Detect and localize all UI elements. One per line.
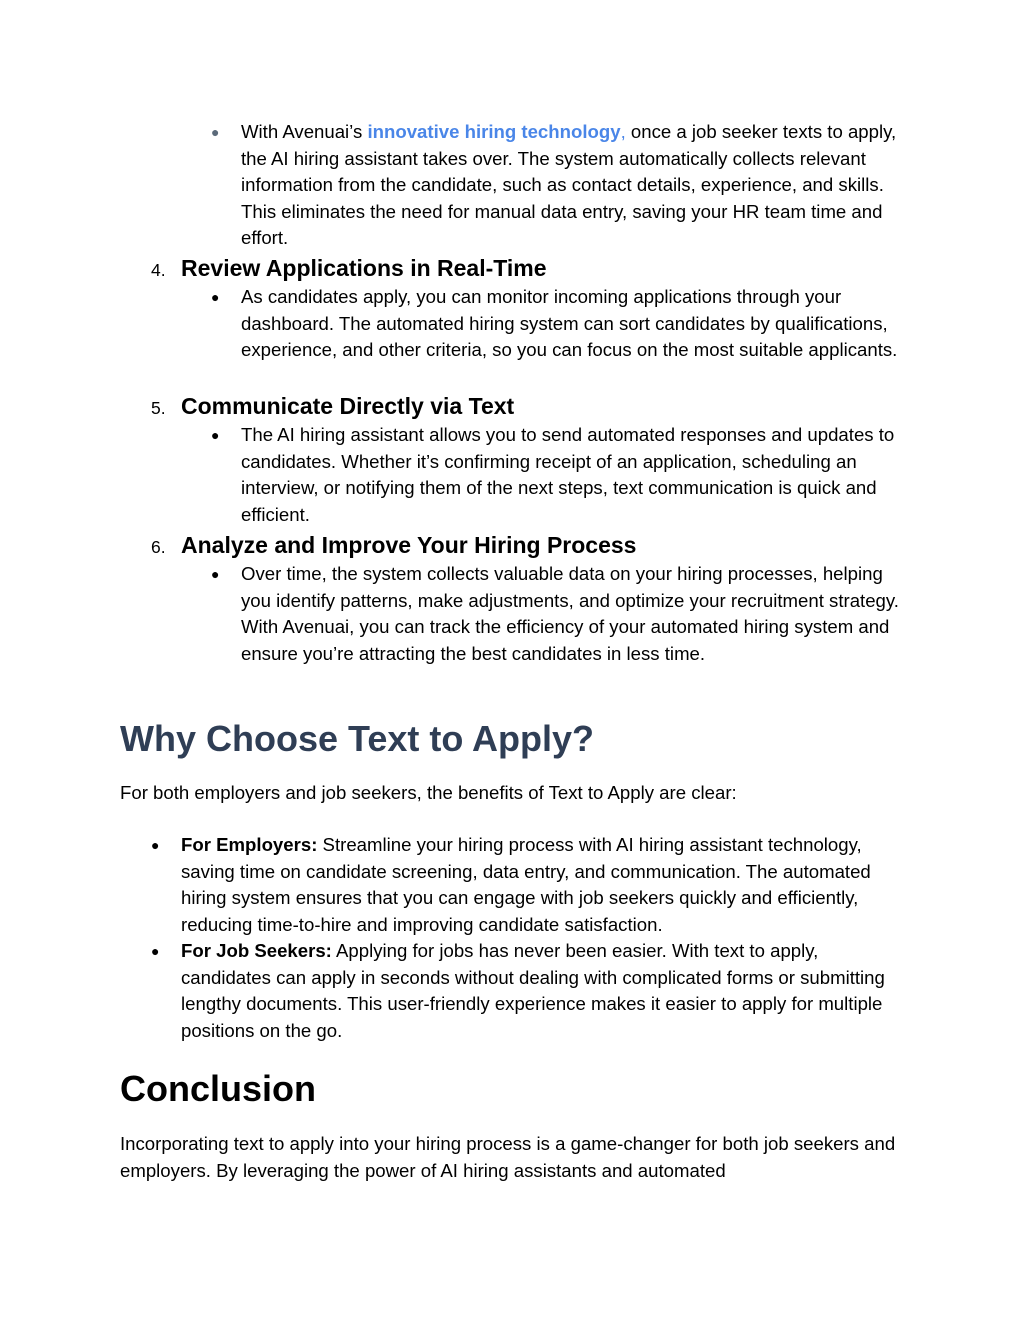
bullet-icon: ● <box>151 943 160 959</box>
bullet-icon: ● <box>151 837 160 853</box>
bullet-icon: ● <box>211 427 220 443</box>
step-heading-analyze <box>151 530 636 560</box>
step-bullet-text: As candidates apply, you can monitor incoming applications through your dashboard. The automated hiring system can sort candidates by qualifications, experience, and other criteria, so you can focus on the most suitable applicants. <box>241 286 898 361</box>
step-bullet-analyze <box>211 561 911 667</box>
benefit-label: For Job Seekers: <box>181 940 332 961</box>
bullet-icon: ● <box>211 566 220 582</box>
link-comma: , <box>620 121 626 142</box>
step-bullet-text: The AI hiring assistant allows you to send automated responses and updates to candidates. Whether it’s confirming receipt of an application, scheduling an interview, or notifying them of the next steps, text communication is quick and efficient. <box>241 424 895 525</box>
benefit-label: For Employers: <box>181 834 318 855</box>
intro-bullet-text-before: With Avenuai’s <box>241 121 368 142</box>
why-intro-paragraph: For both employers and job seekers, the benefits of Text to Apply are clear: <box>120 782 737 803</box>
step-number: 5. <box>151 398 166 418</box>
step-title: Analyze and Improve Your Hiring Process <box>181 532 637 558</box>
benefit-item-employers <box>151 832 911 938</box>
benefit-text: Streamline your hiring process with AI hiring assistant technology, saving time on candidate screening, data entry, and communication. The automated hiring system ensures that you can engage with job seekers quickly and efficiently, reducing time-to-hire and improving candidate satisfaction. <box>181 834 871 935</box>
intro-bullet <box>211 119 911 252</box>
step-bullet-review-applications <box>211 284 911 364</box>
conclusion-paragraph: Incorporating text to apply into your hiring process is a game-changer for both job seekers and employers. By leveraging the power of AI hiring assistants and automated <box>120 1133 896 1181</box>
bullet-icon: ● <box>211 289 220 305</box>
step-number: 4. <box>151 260 166 280</box>
step-number: 6. <box>151 537 166 557</box>
conclusion-heading: Conclusion <box>120 1068 316 1109</box>
step-heading-review-applications <box>151 253 547 283</box>
step-heading-communicate <box>151 391 514 421</box>
step-bullet-text: Over time, the system collects valuable data on your hiring processes, helping you identify patterns, make adjustments, and optimize your recruitment strategy. With Avenuai, you can track the efficiency of your automated hiring system and ensure you’re attracting the best candidates in less time. <box>241 563 899 664</box>
bullet-icon: ● <box>211 124 220 140</box>
benefit-item-job-seekers <box>151 938 911 1044</box>
step-bullet-communicate <box>211 422 911 528</box>
step-title: Review Applications in Real-Time <box>181 255 547 281</box>
why-choose-heading: Why Choose Text to Apply? <box>120 718 594 759</box>
benefit-text: Applying for jobs has never been easier. With text to apply, candidates can apply in seconds without dealing with complicated forms or submitting lengthy documents. This user-friendly experience makes it easier to apply for multiple positions on the go. <box>181 940 885 1041</box>
intro-bullet-text-after: once a job seeker texts to apply, the AI hiring assistant takes over. The system automatically collects relevant information from the candidate, such as contact details, experience, and skills. This eliminates the need for manual data entry, saving your HR team time and effort. <box>241 121 897 249</box>
innovative-hiring-technology-link[interactable]: innovative hiring technology <box>367 121 621 142</box>
step-title: Communicate Directly via Text <box>181 393 515 419</box>
